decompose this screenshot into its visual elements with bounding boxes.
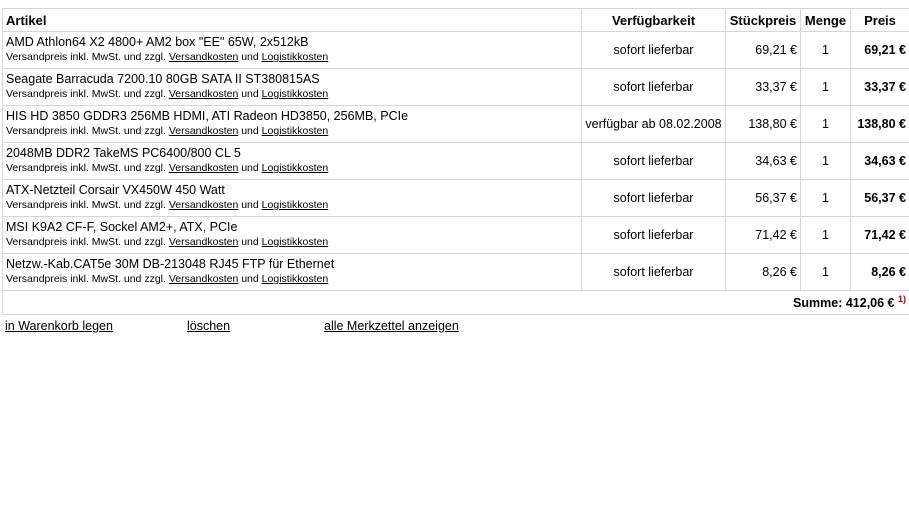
shipping-note	[6, 235, 578, 250]
article-name[interactable]: Seagate Barracuda 7200.10 80GB SATA II ST380815AS	[6, 72, 320, 86]
article-name[interactable]: AMD Athlon64 X2 4800+ AM2 box "EE" 65W, 2x512kB	[6, 35, 309, 49]
article-name[interactable]: HIS HD 3850 GDDR3 256MB HDMI, ATI Radeon HD3850, 256MB, PCIe	[6, 109, 409, 123]
wishlist-panel	[2, 8, 909, 315]
article-cell	[3, 32, 582, 69]
shipping-prefix: Versandpreis inkl. MwSt. und zzgl.	[6, 273, 166, 285]
versandkosten-link[interactable]: Versandkosten	[168, 51, 239, 63]
add-to-cart-link[interactable]: in Warenkorb legen	[5, 319, 113, 333]
shipping-prefix: Versandpreis inkl. MwSt. und zzgl.	[6, 88, 166, 100]
logistikkosten-link[interactable]: Logistikkosten	[261, 125, 329, 137]
delete-link[interactable]: löschen	[187, 319, 231, 333]
availability-cell: sofort lieferbar	[582, 143, 726, 180]
shipping-prefix: Versandpreis inkl. MwSt. und zzgl.	[6, 162, 166, 174]
header-artikel: Artikel	[3, 9, 582, 32]
header-verfuegbarkeit: Verfügbarkeit	[582, 9, 726, 32]
price-cell: 33,37 €	[851, 69, 909, 106]
header-stueckpreis: Stückpreis	[726, 9, 801, 32]
shipping-prefix: Versandpreis inkl. MwSt. und zzgl.	[6, 51, 166, 63]
price-cell: 138,80 €	[851, 106, 909, 143]
article-name[interactable]: 2048MB DDR2 TakeMS PC6400/800 CL 5	[6, 146, 241, 160]
unit-price-cell: 69,21 €	[726, 32, 801, 69]
availability-cell: sofort lieferbar	[582, 180, 726, 217]
table-row	[3, 180, 909, 217]
shipping-note	[6, 50, 578, 65]
wishlist-table	[2, 8, 909, 315]
quantity-cell: 1	[801, 180, 851, 217]
shipping-note	[6, 87, 578, 102]
price-cell: 71,42 €	[851, 217, 909, 254]
price-cell: 56,37 €	[851, 180, 909, 217]
article-cell	[3, 106, 582, 143]
availability-cell: sofort lieferbar	[582, 69, 726, 106]
article-name[interactable]: Netzw.-Kab.CAT5e 30M DB-213048 RJ45 FTP für Ethernet	[6, 257, 335, 271]
summary-row	[3, 291, 909, 315]
show-all-wishlists-link[interactable]: alle Merkzettel anzeigen	[324, 319, 459, 333]
summary-cell	[3, 291, 909, 315]
table-row	[3, 106, 909, 143]
price-cell: 34,63 €	[851, 143, 909, 180]
logistikkosten-link[interactable]: Logistikkosten	[261, 51, 329, 63]
shipping-und: und	[241, 125, 259, 137]
availability-cell: sofort lieferbar	[582, 217, 726, 254]
quantity-cell: 1	[801, 106, 851, 143]
unit-price-cell: 138,80 €	[726, 106, 801, 143]
availability-cell: verfügbar ab 08.02.2008	[582, 106, 726, 143]
table-header-row	[3, 9, 909, 32]
availability-cell: sofort lieferbar	[582, 254, 726, 291]
shipping-note	[6, 272, 578, 287]
shipping-prefix: Versandpreis inkl. MwSt. und zzgl.	[6, 125, 166, 137]
unit-price-cell: 8,26 €	[726, 254, 801, 291]
shipping-und: und	[241, 199, 259, 211]
article-cell	[3, 180, 582, 217]
shipping-und: und	[241, 273, 259, 285]
unit-price-cell: 71,42 €	[726, 217, 801, 254]
unit-price-cell: 34,63 €	[726, 143, 801, 180]
shipping-note	[6, 198, 578, 213]
summary-total: Summe: 412,06 €	[793, 296, 895, 311]
summary-footnote[interactable]: 1)	[897, 294, 906, 305]
unit-price-cell: 33,37 €	[726, 69, 801, 106]
versandkosten-link[interactable]: Versandkosten	[168, 162, 239, 174]
article-cell	[3, 143, 582, 180]
shipping-und: und	[241, 236, 259, 248]
article-cell	[3, 69, 582, 106]
versandkosten-link[interactable]: Versandkosten	[168, 88, 239, 100]
versandkosten-link[interactable]: Versandkosten	[168, 125, 239, 137]
price-cell: 8,26 €	[851, 254, 909, 291]
shipping-note	[6, 124, 578, 139]
shipping-und: und	[241, 51, 259, 63]
table-row	[3, 217, 909, 254]
versandkosten-link[interactable]: Versandkosten	[168, 273, 239, 285]
article-name[interactable]: MSI K9A2 CF-F, Sockel AM2+, ATX, PCIe	[6, 220, 238, 234]
availability-cell: sofort lieferbar	[582, 32, 726, 69]
table-row	[3, 254, 909, 291]
table-row	[3, 32, 909, 69]
quantity-cell: 1	[801, 32, 851, 69]
shipping-prefix: Versandpreis inkl. MwSt. und zzgl.	[6, 199, 166, 211]
shipping-und: und	[241, 88, 259, 100]
logistikkosten-link[interactable]: Logistikkosten	[261, 88, 329, 100]
article-cell	[3, 254, 582, 291]
logistikkosten-link[interactable]: Logistikkosten	[261, 273, 329, 285]
article-name[interactable]: ATX-Netzteil Corsair VX450W 450 Watt	[6, 183, 225, 197]
quantity-cell: 1	[801, 254, 851, 291]
logistikkosten-link[interactable]: Logistikkosten	[261, 236, 329, 248]
shipping-note	[6, 161, 578, 176]
logistikkosten-link[interactable]: Logistikkosten	[261, 199, 329, 211]
header-menge: Menge	[801, 9, 851, 32]
table-row	[3, 143, 909, 180]
table-row	[3, 69, 909, 106]
logistikkosten-link[interactable]: Logistikkosten	[261, 162, 329, 174]
shipping-und: und	[241, 162, 259, 174]
price-cell: 69,21 €	[851, 32, 909, 69]
versandkosten-link[interactable]: Versandkosten	[168, 199, 239, 211]
versandkosten-link[interactable]: Versandkosten	[168, 236, 239, 248]
header-preis: Preis	[851, 9, 909, 32]
unit-price-cell: 56,37 €	[726, 180, 801, 217]
quantity-cell: 1	[801, 143, 851, 180]
shipping-prefix: Versandpreis inkl. MwSt. und zzgl.	[6, 236, 166, 248]
article-cell	[3, 217, 582, 254]
quantity-cell: 1	[801, 217, 851, 254]
quantity-cell: 1	[801, 69, 851, 106]
